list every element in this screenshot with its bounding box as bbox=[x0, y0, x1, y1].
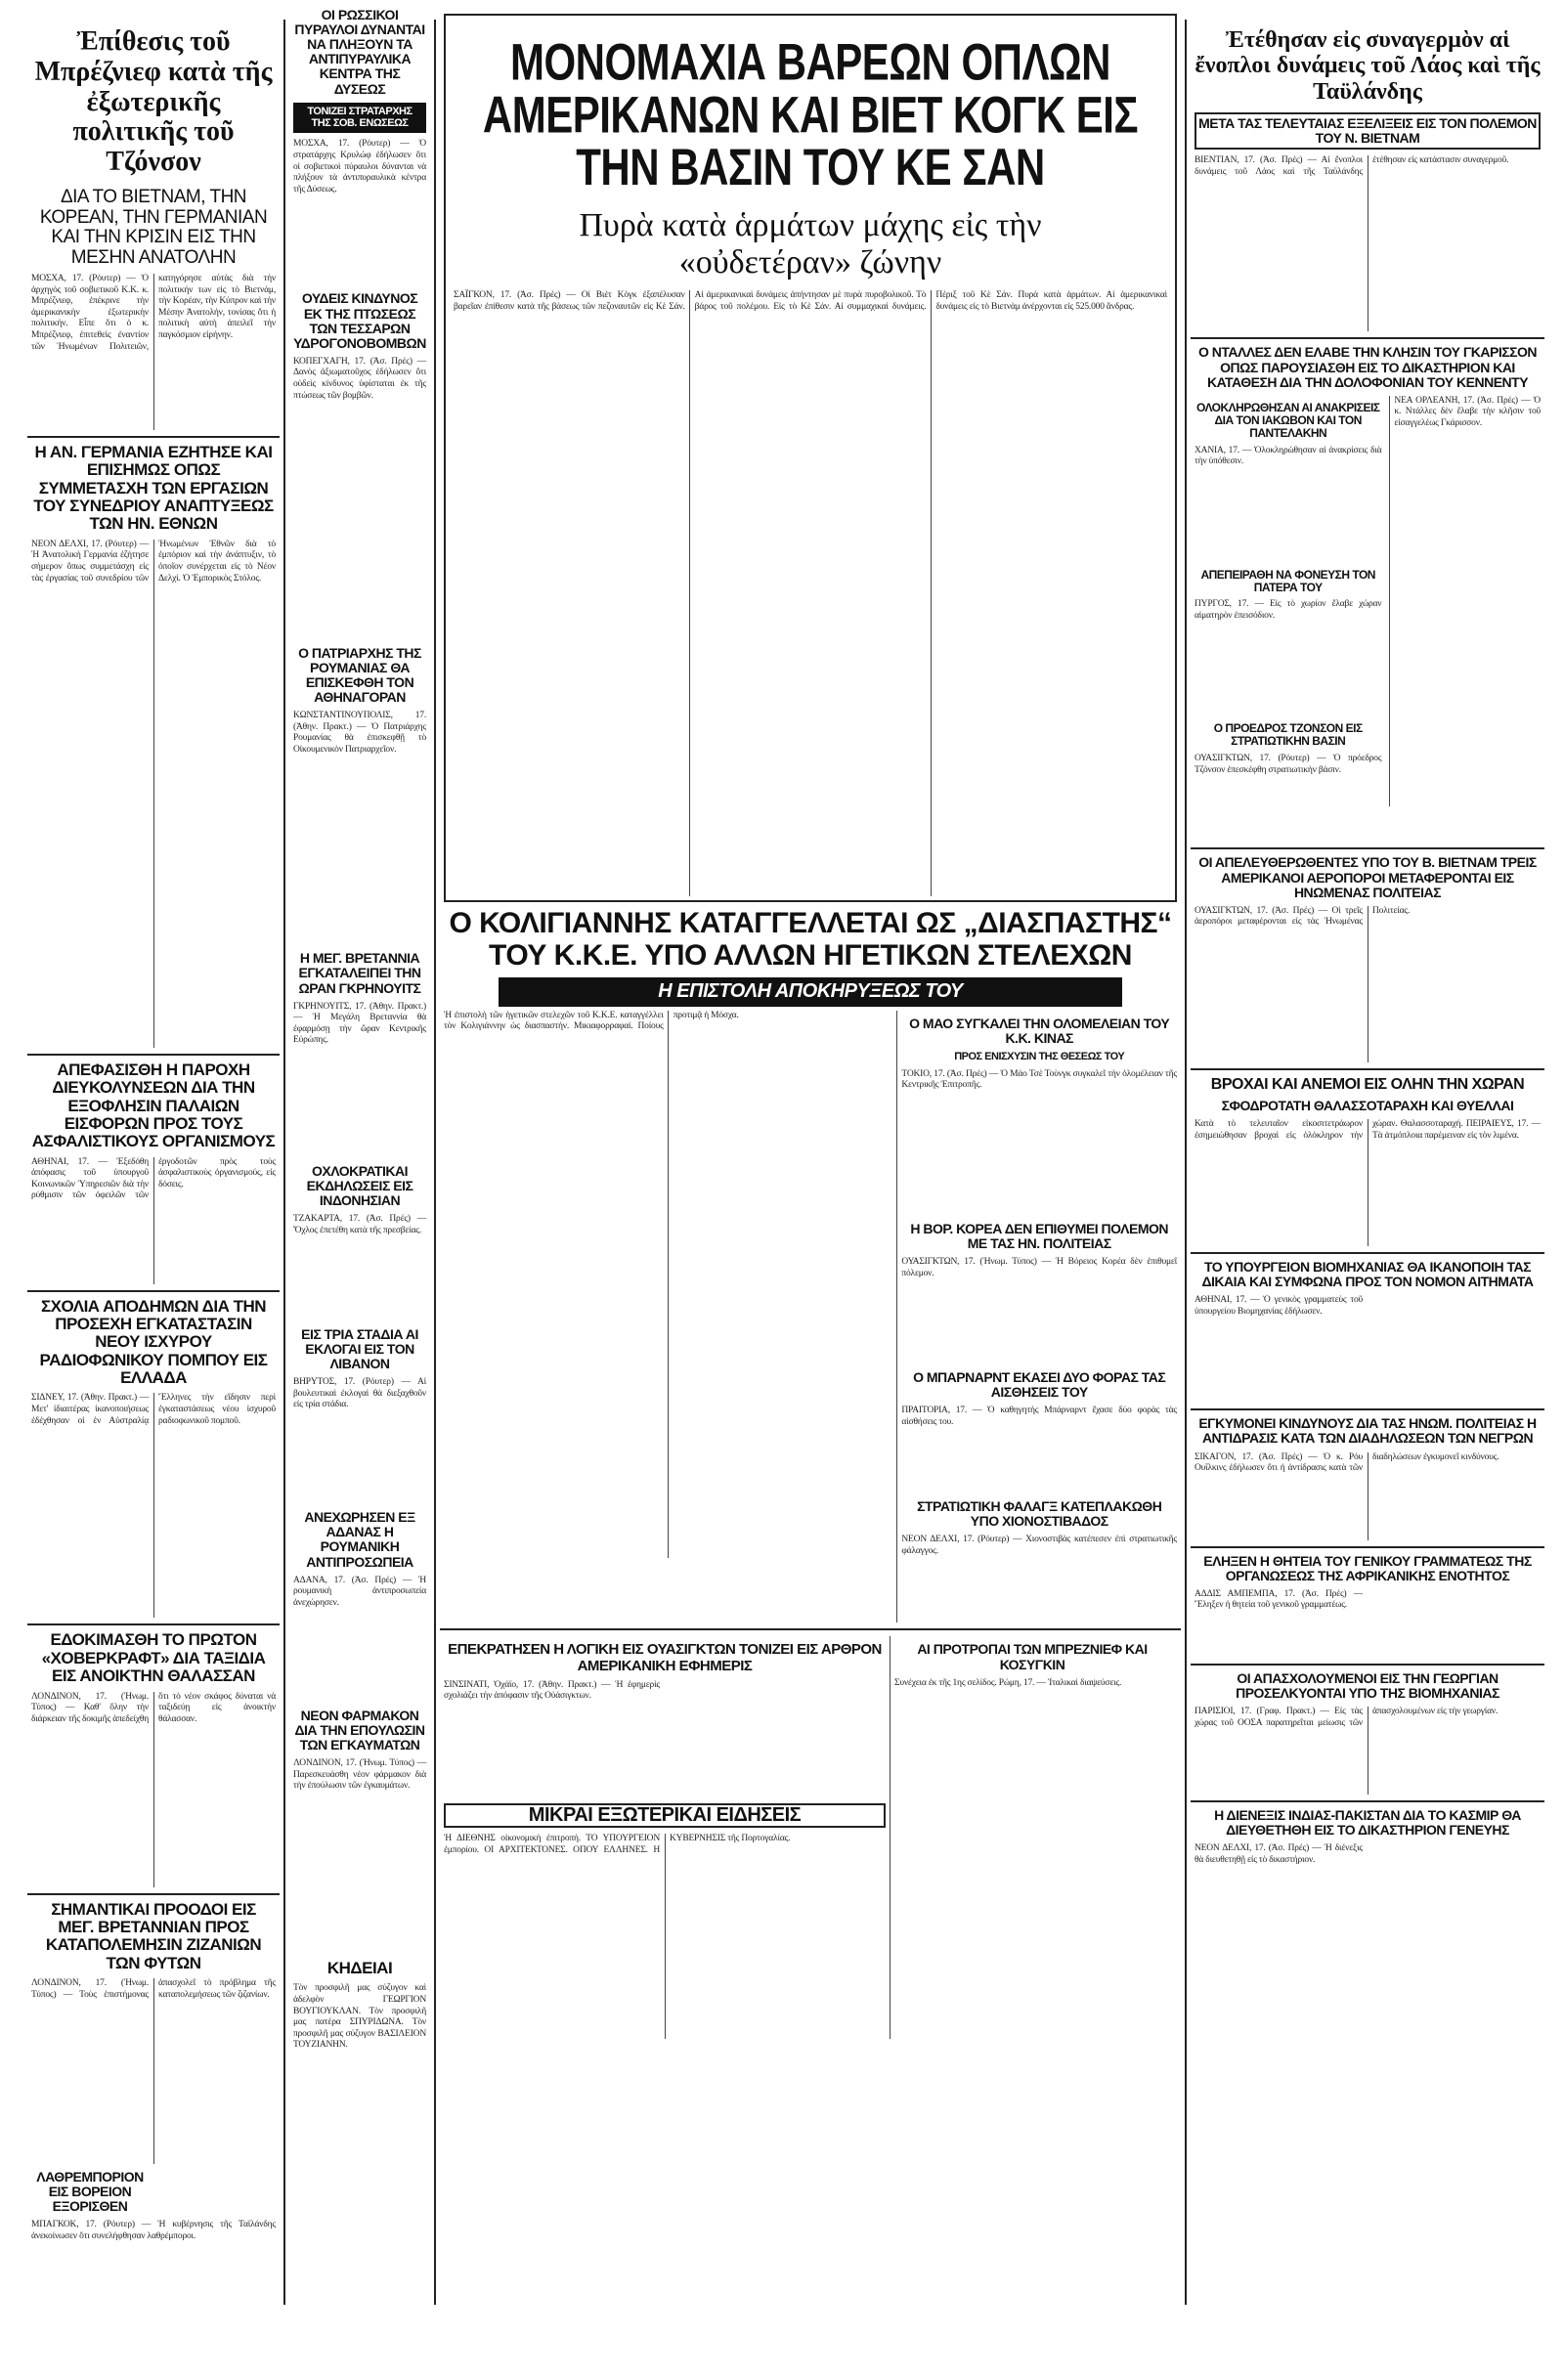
guard-headline: ΣΤΡΑΤΙΩΤΙΚΗ ΦΑΛΑΓΞ ΚΑΤΕΠΛΑΚΩΘΗ ΥΠΟ ΧΙΟΝΟΣΤΙΒΑΔΟΣ bbox=[917, 1498, 1162, 1530]
article-body: ΛΟΝΔΙΝΟΝ, 17. (Ἠνωμ. Τύπος) — Τοὺς ἐπιστήμονας ἀπασχολεῖ τὸ πρόβλημα τῆς καταπολεμήσεως τῶν ζιζανίων. bbox=[31, 1977, 276, 2000]
headline: ΕΛΗΞΕΝ Η ΘΗΤΕΙΑ ΤΟΥ ΓΕΝΙΚΟΥ ΓΡΑΜΜΑΤΕΩΣ ΤΗΣ ΟΡΓΑΝΩΣΕΩΣ ΤΗΣ ΑΦΡΙΚΑΝΙΚΗΣ ΕΝΟΤΗΤΟΣ bbox=[1203, 1552, 1532, 1583]
article-body: ΟΥΑΣΙΓΚΤΩΝ, 17. (Ἀσ. Πρές) — Οἱ τρεῖς ἀεροπόροι μεταφέρονται εἰς τὰς Ἡνωμένας Πολιτείας. bbox=[1195, 905, 1411, 928]
washington-headline: ΕΠΕΚΡΑΤΗΣΕΝ Η ΛΟΓΙΚΗ ΕΙΣ ΟΥΑΣΙΓΚΤΩΝ ΤΟΝΙΖΕΙ ΕΙΣ ΑΡΘΡΟΝ ΑΜΕΡΙΚΑΝΙΚΗ ΕΦΗΜΕΡΙΣ bbox=[448, 1641, 882, 1674]
article-body: ΣΙΔΝΕΥ, 17. (Ἀθην. Πρακτ.) — Μετ' ἰδιαιτέρας ἱκανοποιήσεως ἐδέχθησαν οἱ ἐν Αὐστραλίᾳ Ἕλληνες τὴν εἴδησιν περὶ ἐγκαταστάσεως νέου ἰσχυροῦ ραδιοφωνικοῦ πομποῦ. bbox=[31, 1393, 276, 1426]
mao-subhead: ΠΡΟΣ ΕΝΙΣΧΥΣΙΝ ΤΗΣ ΘΕΣΕΩΣ ΤΟΥ bbox=[954, 1050, 1125, 1062]
article-body: ΝΕΟΝ ΔΕΛΧΙ, 17. (Ἀσ. Πρές) — Ἡ διένεξις θὰ διευθετηθῇ εἰς τὸ δικαστήριον. bbox=[1195, 1843, 1363, 1865]
mao-headline: Ο ΜΑΟ ΣΥΓΚΑΛΕΙ ΤΗΝ ΟΛΟΜΕΛΕΙΑΝ ΤΟΥ Κ.Κ. ΚΙΝΑΣ bbox=[909, 1015, 1170, 1046]
divider bbox=[1191, 1408, 1544, 1410]
article-patriarch bbox=[289, 646, 430, 945]
article-body: ΠΑΡΙΣΙΟΙ, 17. (Γραφ. Πρακτ.) — Εἰς τὰς χώρας τοῦ ΟΟΣΑ παρατηρεῖται μείωσις τῶν ἀπασχολουμένων εἰς τὴν γεωργίαν. bbox=[1195, 1706, 1499, 1728]
column-rule bbox=[434, 20, 436, 2305]
headline: ΟΙ ΑΠΑΣΧΟΛΟΥΜΕΝΟΙ ΕΙΣ ΤΗΝ ΓΕΩΡΓΙΑΝ ΠΡΟΣΕΛΚΥΟΝΤΑΙ ΥΠΟ ΤΗΣ ΒΙΟΜΗΧΑΝΙΑΣ bbox=[1236, 1669, 1499, 1701]
article-lebanon bbox=[289, 1327, 430, 1504]
main-article bbox=[444, 14, 1177, 902]
headline: ΣΧΟΛΙΑ ΑΠΟΔΗΜΩΝ ΔΙΑ ΤΗΝ ΠΡΟΣΕΧΗ ΕΓΚΑΤΑΣΤΑΣΙΝ ΝΕΟΥ ΙΣΧΥΡΟΥ ΡΑΔΙΟΦΩΝΙΚΟΥ ΠΟΜΠΟΥ ΕΙΣ ΕΛΛΑΔΑ bbox=[39, 1296, 268, 1388]
headline: ΑΝΕΧΩΡΗΣΕΝ ΕΞ ΑΔΑΝΑΣ Η ΡΟΥΜΑΝΙΚΗ ΑΝΤΙΠΡΟΣΩΠΕΙΑ bbox=[304, 1509, 415, 1570]
mao-body: ΤΟΚΙΟ, 17. (Ἀσ. Πρές) — Ὁ Μάο Τσὲ Τοὺνγκ συγκαλεῖ τὴν ὁλομέλειαν τῆς Κεντρικῆς Ἐπιτροπῆς. bbox=[901, 1068, 1177, 1091]
garrison-body: ΝΕΑ ΟΡΛΕΑΝΗ, 17. (Ἀσ. Πρές) — Ὁ κ. Ντάλλες δὲν ἔλαβε τὴν κλῆσιν τοῦ εἰσαγγελέως Γκάρισσον. bbox=[1389, 396, 1541, 806]
korea-body: ΟΥΑΣΙΓΚΤΩΝ, 17. (Ἠνωμ. Τύπος) — Ἡ Βόρειος Κορέα δὲν ἐπιθυμεῖ πόλεμον. bbox=[901, 1256, 1177, 1278]
article-smuggling bbox=[27, 2170, 280, 2308]
article-body: ΤΖΑΚΑΡΤΑ, 17. (Ἀσ. Πρές) — Ὄχλος ἐπετέθη κατὰ τῆς πρεσβείας. bbox=[293, 1213, 426, 1235]
article-body: ΧΑΝΙΑ, 17. — Ὁλοκληρώθησαν αἱ ἀνακρίσεις διὰ τὴν ὑπόθεσιν. bbox=[1195, 445, 1382, 467]
right-stack bbox=[896, 1011, 1181, 1623]
article-agriculture bbox=[1191, 1671, 1544, 1795]
lead-headline: Ἐπίθεσις τοῦ Μπρέζνιεφ κατὰ τῆς ἐξωτερικῆς πολιτικῆς τοῦ Τζόνσον bbox=[34, 26, 273, 178]
main-subhead: Πυρὰ κατὰ ἁρμάτων μάχης εἰς τὴν «οὐδετέραν» ζώνην bbox=[579, 207, 1042, 281]
barnard-headline: Ο ΜΠΑΡΝΑΡΝΤ ΕΚΑΣΕΙ ΔΥΟ ΦΟΡΑΣ ΤΑΣ ΑΙΣΘΗΣΕΙΣ ΤΟΥ bbox=[913, 1368, 1166, 1401]
headline: ΟΧΛΟΚΡΑΤΙΚΑΙ ΕΚΔΗΛΩΣΕΙΣ ΕΙΣ ΙΝΔΟΝΗΣΙΑΝ bbox=[306, 1162, 413, 1208]
divider bbox=[27, 1290, 280, 1292]
headline: ΟΙ ΑΠΕΛΕΥΘΕΡΩΘΕΝΤΕΣ ΥΠΟ ΤΟΥ Β. ΒΙΕΤΝΑΜ ΤΡΕΙΣ ΑΜΕΡΙΚΑΝΟΙ ΑΕΡΟΠΟΡΟΙ ΜΕΤΑΦΕΡΟΝΤΑΙ ΕΙΣ ΗΝΩΜΕΝΑΣ ΠΟΛΙΤΕΙΑΣ bbox=[1198, 854, 1537, 900]
headline: ΟΙ ΡΩΣΣΙΚΟΙ ΠΥΡΑΥΛΟΙ ΔΥΝΑΝΤΑΙ ΝΑ ΠΛΗΞΟΥΝ ΤΑ ΑΝΤΙΠΥΡΑΥΛΙΚΑ ΚΕΝΤΡΑ ΤΗΣ ΔΥΣΕΩΣ bbox=[294, 7, 425, 97]
article-indonesia bbox=[289, 1164, 430, 1321]
subheadline: Ο ΠΡΟΕΔΡΟΣ ΤΖΟΝΣΟΝ ΕΙΣ ΣΤΡΑΤΙΩΤΙΚΗΝ ΒΑΣΙΝ bbox=[1213, 721, 1363, 749]
article-body: ΑΘΗΝΑΙ, 17. — Ὁ γενικὸς γραμματεὺς τοῦ ὑπουργείου Βιομηχανίας ἐδήλωσεν. bbox=[1195, 1295, 1363, 1317]
lower-center-row bbox=[440, 1636, 1181, 2039]
headline: Ἐτέθησαν εἰς συναγερμὸν αἱ ἔνοπλοι δυνάμεις τοῦ Λάος καὶ τῆς Ταϋλάνδης bbox=[1195, 27, 1541, 105]
column-left bbox=[27, 0, 280, 2314]
article-weeds bbox=[27, 1901, 280, 2164]
headline: ΑΠΕΦΑΣΙΣΘΗ Η ΠΑΡΟΧΗ ΔΙΕΥΚΟΛΥΝΣΕΩΝ ΔΙΑ ΤΗΝ ΕΞΟΦΛΗΣΙΝ ΠΑΛΑΙΩΝ ΕΙΣΦΟΡΩΝ ΠΡΟΣ ΤΟΥΣ ΑΣΦΑΛΙΣΤΙΚΟΥΣ ΟΡΓΑΝΙΣΜΟΥΣ bbox=[31, 1060, 276, 1151]
mikrai-body: Ἡ ΔΙΕΘΝΗΣ οἰκονομικὴ ἐπιτροπή. ΤΟ ΥΠΟΥΡΓΕΙΟΝ ἐμπορίου. ΟΙ ΑΡΧΙΤΕΚΤΟΝΕΣ. ΟΠΟΥ ΕΛΛΗΝΕΣ. Η ΚΥΒΕΡΝΗΣΙΣ τῆς Πορτογαλίας. bbox=[444, 1834, 791, 1855]
headline: ΚΗΔΕΙΑΙ bbox=[326, 1959, 393, 1978]
article-oau bbox=[1191, 1554, 1544, 1658]
headline: Η ΑΝ. ΓΕΡΜΑΝΙΑ ΕΖΗΤΗΣΕ ΚΑΙ ΕΠΙΣΗΜΩΣ ΟΠΩΣ ΣΥΜΜΕΤΑΣΧΗ ΤΩΝ ΕΡΓΑΣΙΩΝ ΤΟΥ ΣΥΝΕΔΡΙΟΥ ΑΝΑΠΤΥΞΕΩΣ ΤΩΝ ΗΝ. ΕΘΝΩΝ bbox=[33, 443, 274, 534]
garrison-left bbox=[1191, 396, 1385, 843]
article-missiles bbox=[289, 8, 430, 285]
subhead: ΣΦΟΔΡΟΤΑΤΗ ΘΑΛΑΣΣΟΤΑΡΑΧΗ ΚΑΙ ΘΥΕΛΛΑΙ bbox=[1221, 1097, 1514, 1113]
article-body: ΚΩΝΣΤΑΝΤΙΝΟΥΠΟΛΙΣ, 17. (Ἀθην. Πρακτ.) — Ὁ Πατριάρχης Ρουμανίας θὰ ἐπισκεφθῇ τὸ Οἰκουμενικὸν Πατριαρχεῖον. bbox=[293, 711, 426, 756]
article-body: Ἡ ἐπιστολὴ τῶν ἡγετικῶν στελεχῶν τοῦ Κ.Κ.Ε. καταγγέλλει τὸν Κολιγιάννην ὡς διασπαστήν. Μικιαφορραφαί. Ποίους προτιμᾷ ἡ Μόσχα. bbox=[444, 1010, 739, 1032]
article-greenwich bbox=[289, 951, 430, 1157]
headline: Η ΜΕΓ. ΒΡΕΤΑΝΝΙΑ ΕΓΚΑΤΑΛΕΙΠΕΙ ΤΗΝ ΩΡΑΝ ΓΚΡΗΝΟΥΙΤΣ bbox=[298, 950, 421, 996]
brezhnev-headline: ΑΙ ΠΡΟΤΡΟΠΑΙ ΤΩΝ ΜΠΡΕΖΝΙΕΦ ΚΑΙ ΚΟΣΥΓΚΙΝ bbox=[917, 1641, 1148, 1672]
divider bbox=[27, 1054, 280, 1056]
article-body: ΜΠΑΓΚΟΚ, 17. (Ρόυτερ) — Ἡ κυβέρνησις τῆς Ταϊλάνδης ἀνεκοίνωσεν ὅτι συνελήφθησαν λαθρέμποροι. bbox=[31, 2220, 276, 2241]
article-body: ΑΘΗΝΑΙ, 17. — Ἐξεδόθη ἀπόφασις τοῦ ὑπουργοῦ Κοινωνικῶν Ὑπηρεσιῶν διὰ τὴν ρύθμισιν τῶν ὀφειλῶν τῶν ἐργοδοτῶν πρὸς τοὺς ἀσφαλιστικοὺς ὀργανισμούς, εἰς δόσεις. bbox=[31, 1156, 276, 1201]
column-right bbox=[1191, 0, 1544, 1976]
column-rule bbox=[1185, 20, 1187, 2305]
headline: ΕΓΚΥΜΟΝΕΙ ΚΙΝΔΥΝΟΥΣ ΔΙΑ ΤΑΣ ΗΝΩΜ. ΠΟΛΙΤΕΙΑΣ Η ΑΝΤΙΔΡΑΣΙΣ ΚΑΤΑ ΤΩΝ ΔΙΑΔΗΛΩΣΕΩΝ ΤΩΝ ΝΕΓΡΩΝ bbox=[1198, 1415, 1537, 1447]
lead-subhead: ΔΙΑ ΤΟ ΒΙΕΤΝΑΜ, ΤΗΝ ΚΟΡΕΑΝ, ΤΗΝ ΓΕΡΜΑΝΙΑΝ ΚΑΙ ΤΗΝ ΚΡΙΣΙΝ ΕΙΣ ΤΗΝ ΜΕΣΗΝ ΑΝΑΤΟΛΗΝ bbox=[39, 186, 268, 268]
article-body: ΛΟΝΔΙΝΟΝ, 17. (Ἠνωμ. Τύπος) — Παρεσκευάσθη νέον φάρμακον διὰ τὴν ἐπούλωσιν τῶν ἐγκαυμάτων. bbox=[293, 1758, 426, 1792]
article-body: ΠΥΡΓΟΣ, 17. — Εἰς τὸ χωρίον ἔλαβε χώραν αἱματηρὸν ἐπεισόδιον. bbox=[1195, 599, 1382, 622]
divider bbox=[27, 1893, 280, 1895]
headline: ΤΟ ΥΠΟΥΡΓΕΙΟΝ ΒΙΟΜΗΧΑΝΙΑΣ ΘΑ ΙΚΑΝΟΠΟΙΗ ΤΑΣ ΔΙΚΑΙΑ ΚΑΙ ΣΥΜΦΩΝΑ ΠΡΟΣ ΤΟΝ ΝΟΜΟΝ ΑΙΤΗΜΑΤΑ bbox=[1201, 1259, 1534, 1290]
main-headline: ΜΟΝΟΜΑΧΙΑ ΒΑΡΕΩΝ ΟΠΛΩΝ ΑΜΕΡΙΚΑΝΩΝ ΚΑΙ ΒΙΕΤ ΚΟΓΚ ΕΙΣ ΤΗΝ ΒΑΣΙΝ ΤΟΥ ΚΕ ΣΑΝ bbox=[482, 33, 1139, 196]
article-body: Κατὰ τὸ τελευταῖον εἰκοσιτετράωρον ἐσημειώθησαν βροχαὶ εἰς ὁλόκληρον τὴν χώραν. Θαλασσοταραχή. ΠΕΙΡΑΙΕΥΣ, 17. — Τὰ ἀτμόπλοια παρέμειναν εἰς τὸν λιμένα. bbox=[1195, 1119, 1541, 1141]
headline: Ο ΠΑΤΡΙΑΡΧΗΣ ΤΗΣ ΡΟΥΜΑΝΙΑΣ ΘΑ ΕΠΙΣΚΕΦΘΗ ΤΟΝ ΑΘΗΝΑΓΟΡΑΝ bbox=[298, 644, 421, 706]
divider bbox=[1191, 337, 1544, 339]
koligiannis-row bbox=[440, 1011, 1181, 1623]
article-body: ΝΕΟΝ ΔΕΛΧΙ, 17. (Ρόυτερ) — Ἡ Ἀνατολικὴ Γερμανία ἐζήτησε σήμερον ὅπως συμμετάσχη εἰς τὰς ἐργασίας τοῦ συνεδρίου τῶν Ἡνωμένων Ἐθνῶν διὰ τὸ ἐμπόριον καὶ τὴν ἀνάπτυξιν, τὸ ὁποῖον συνέρχεται εἰς τὸ Νέον Δελχί. Ὁ Ἐμπορικὸς Στόλος. bbox=[31, 539, 276, 584]
subhead: ΜΕΤΑ ΤΑΣ ΤΕΛΕΥΤΑΙΑΣ ΕΞΕΛΙΞΕΙΣ ΕΙΣ ΤΟΝ ΠΟΛΕΜΟΝ ΤΟΥ Ν. ΒΙΕΤΝΑΜ bbox=[1195, 112, 1541, 150]
article-brezhnev bbox=[27, 27, 280, 430]
article-body: ΣΙΚΑΓΟΝ, 17. (Ἀσ. Πρές) — Ὁ κ. Ρόυ Ουΐλκινς ἐδήλωσεν ὅτι ἡ ἀντίδρασις κατὰ τῶν διαδηλώσεων ἐγκυμονεῖ κινδύνους. bbox=[1195, 1451, 1499, 1474]
divider bbox=[1191, 1252, 1544, 1254]
lead-body: ΜΟΣΧΑ, 17. (Ρόυτερ) — Ὁ ἀρχηγὸς τοῦ σοβιετικοῦ Κ.Κ. κ. Μπρέζνιεφ, ἐπέκρινε τὴν ἀμερικανικὴν ἐξωτερικὴν πολιτικήν. Εἶπε ὅτι ὁ κ. Μπρέζνιεφ, ἐπιτεθεὶς ἐναντίον τῶν Ἡνωμένων Πολιτειῶν, κατηγόρησε αὐτὰς διὰ τὴν πολιτικήν των εἰς τὸ Βιετνάμ, τὴν Κορέαν, τὴν Κύπρον καὶ τὴν Μέσην Ἀνατολήν, τονίσας ὅτι ἡ πολιτικὴ αὐτὴ ἀπειλεῖ τὴν παγκόσμιον εἰρήνην. bbox=[31, 274, 276, 352]
article-body: Τὸν προσφιλῆ μας σύζυγον καὶ ἀδελφὸν ΓΕΩΡΓΙΟΝ ΒΟΥΓΙΟΥΚΛΑΝ. Τὸν προσφιλῆ μας πατέρα ΣΠΥΡΙΔΩΝΑ. Τὸν προσφιλῆ μας σύζυγον ΒΑΣΙΛΕΙΟΝ ΤΟΥΖΙΑΝΗΝ. bbox=[293, 1983, 426, 2051]
divider bbox=[1191, 847, 1544, 849]
divider bbox=[1191, 1800, 1544, 1802]
divider bbox=[27, 436, 280, 438]
divider bbox=[1191, 1546, 1544, 1548]
garrison-row bbox=[1191, 396, 1544, 843]
article-hovercraft bbox=[27, 1631, 280, 1886]
subheadline: ΑΠΕΠΕΙΡΑΘΗ ΝΑ ΦΟΝΕΥΣΗ ΤΟΝ ΠΑΤΕΡΑ ΤΟΥ bbox=[1200, 567, 1375, 594]
article-insurance bbox=[27, 1061, 280, 1284]
article-body: ΛΟΝΔΙΝΟΝ, 17. (Ἠνωμ. Τύπος) — Καθ' ὅλην τὴν διάρκειαν τῆς δοκιμῆς ἀπεδείχθη ὅτι τὸ νέον σκάφος δύναται νὰ ταξιδεύῃ εἰς ἀνοικτὴν θάλασσαν. bbox=[31, 1691, 276, 1724]
headline: ΝΕΟΝ ΦΑΡΜΑΚΟΝ ΔΙΑ ΤΗΝ ΕΠΟΥΛΩΣΙΝ ΤΩΝ ΕΓΚΑΥΜΑΤΩΝ bbox=[294, 1707, 425, 1753]
mikrai-headline: ΜΙΚΡΑΙ ΕΞΩΤΕΡΙΚΑΙ ΕΙΔΗΣΕΙΣ bbox=[444, 1803, 886, 1829]
divider bbox=[440, 1628, 1181, 1630]
headline: ΣΗΜΑΝΤΙΚΑΙ ΠΡΟΟΔΟΙ ΕΙΣ ΜΕΓ. ΒΡΕΤΑΝΝΙΑΝ ΠΡΟΣ ΚΑΤΑΠΟΛΕΜΗΣΙΝ ΖΙΖΑΝΙΩΝ ΤΩΝ ΦΥΤΩΝ bbox=[45, 1899, 262, 1972]
headline: ΒΡΟΧΑΙ ΚΑΙ ΑΝΕΜΟΙ ΕΙΣ ΟΛΗΝ ΤΗΝ ΧΩΡΑΝ bbox=[1210, 1075, 1525, 1093]
article-body: ΚΟΠΕΓΧΑΓΗ, 17. (Ἀσ. Πρές) — Δανὸς ἀξιωματοῦχος ἐδήλωσεν ὅτι οὐδεὶς κίνδυνος ὑφίσταται ἐκ τῆς πτώσεως τῶν βομβῶν. bbox=[293, 356, 426, 401]
guard-body: ΝΕΟΝ ΔΕΛΧΙ, 17. (Ρόυτερ) — Χιονοστιβὰς κατέπεσεν ἐπὶ στρατιωτικῆς φάλαγγος. bbox=[901, 1535, 1177, 1556]
article-weather bbox=[1191, 1076, 1544, 1246]
article-body: ΑΔΑΝΑ, 17. (Ἀσ. Πρές) — Ἡ ρουμανικὴ ἀντιπροσωπεία ἀνεχώρησεν. bbox=[293, 1575, 426, 1608]
article-radio bbox=[27, 1298, 280, 1619]
barnard-body: ΠΡΑΙΤΟΡΙΑ, 17. — Ὁ καθηγητὴς Μπάρναρντ ἔχασε δύο φορὰς τὰς αἰσθήσεις του. bbox=[901, 1406, 1177, 1427]
washington-body: ΣΙΝΣΙΝΑΤΙ, Ὀχάϊο, 17. (Ἀθην. Πρακτ.) — Ἡ ἐφημερὶς σχολιάζει τὴν ἀπόφασιν τῆς Οὐάσιγκτων. bbox=[444, 1679, 660, 1702]
subheadline: ΟΛΟΚΛΗΡΩΘΗΣΑΝ ΑΙ ΑΝΑΚΡΙΣΕΙΣ ΔΙΑ ΤΟΝ ΙΑΚΩΒΟΝ ΚΑΙ ΤΟΝ ΠΑΝΤΕΛΑΚΗΝ bbox=[1195, 400, 1380, 440]
article-laos bbox=[1191, 27, 1544, 331]
article-funerals bbox=[289, 1960, 430, 2374]
subhead: ΤΟΝΙΖΕΙ ΣΤΡΑΤΑΡΧΗΣ ΤΗΣ ΣΟΒ. ΕΝΩΣΕΩΣ bbox=[293, 103, 426, 134]
article-body: ΓΚΡΗΝΟΥΙΤΣ, 17. (Ἀθην. Πρακτ.) — Ἡ Μεγάλη Βρεταννία θὰ ἐφαρμόσῃ τὴν ὥραν Κεντρικῆς Εὐρώπης. bbox=[293, 1001, 426, 1046]
brezhnev-body: Συνέχεια ἐκ τῆς 1ης σελίδος. Ρώμη, 17. — Ἰταλικαὶ διαψεύσεις. bbox=[894, 1677, 1122, 1688]
article-romanian bbox=[289, 1510, 430, 1702]
article-garrison bbox=[1191, 345, 1544, 842]
article-body: ΟΥΑΣΙΓΚΤΩΝ, 17. (Ρόυτερ) — Ὁ πρόεδρος Τζόνσον ἐπεσκέφθη στρατιωτικὴν βάσιν. bbox=[1195, 754, 1382, 775]
article-industry bbox=[1191, 1260, 1544, 1403]
divider bbox=[1191, 1068, 1544, 1070]
headline: ΛΑΘΡΕΜΠΟΡΙΟΝ ΕΙΣ ΒΟΡΕΙΟΝ ΕΞΟΡΙΣΘΕΝ bbox=[36, 2168, 144, 2215]
article-bombs bbox=[289, 291, 430, 639]
column-rule bbox=[283, 20, 285, 2305]
article-body: ΑΔΔΙΣ ΑΜΠΕΜΠΑ, 17. (Ἀσ. Πρές) — Ἔληξεν ἡ θητεία τοῦ γενικοῦ γραμματέως. bbox=[1195, 1588, 1363, 1611]
article-body: ΒΙΕΝΤΙΑΝ, 17. (Ἀσ. Πρές) — Αἱ ἔνοπλοι δυνάμεις τοῦ Λάος καὶ τῆς Ταϋλάνδης ἐτέθησαν εἰς κατάστασιν συναγερμοῦ. bbox=[1195, 155, 1509, 177]
article-body: ΜΟΣΧΑ, 17. (Ρόυτερ) — Ὁ στρατάρχης Κρυλώφ ἐδήλωσεν ὅτι οἱ σοβιετικοὶ πύραυλοι δύνανται νὰ πλήξουν τὰ ἀντιπυραυλικὰ κέντρα τῆς Δύσεως. bbox=[293, 139, 426, 195]
article-negroes bbox=[1191, 1416, 1544, 1539]
column-second bbox=[289, 0, 430, 2380]
koligiannis-subhead: Η ΕΠΙΣΤΟΛΗ ΑΠΟΚΗΡΥΞΕΩΣ ΤΟΥ bbox=[499, 977, 1122, 1007]
divider bbox=[1191, 1664, 1544, 1666]
brezhnev-article bbox=[890, 1636, 1174, 2039]
headline: ΕΔΟΚΙΜΑΣΘΗ ΤΟ ΠΡΩΤΟΝ «ΧΟΒΕΡΚΡΑΦΤ» ΔΙΑ ΤΑΞΙΔΙΑ ΕΙΣ ΑΝΟΙΚΤΗΝ ΘΑΛΑΣΣΑΝ bbox=[41, 1630, 266, 1686]
korea-headline: Η ΒΟΡ. ΚΟΡΕΑ ΔΕΝ ΕΠΙΘΥΜΕΙ ΠΟΛΕΜΟΝ ΜΕ ΤΑΣ ΗΝ. ΠΟΛΙΤΕΙΑΣ bbox=[910, 1220, 1169, 1251]
article-aviators bbox=[1191, 855, 1544, 1061]
divider bbox=[27, 1623, 280, 1625]
article-east-germany bbox=[27, 444, 280, 1048]
article-body: ΒΗΡΥΤΟΣ, 17. (Ρόυτερ) — Αἱ βουλευτικαὶ ἐκλογαὶ θὰ διεξαχθοῦν εἰς τρία στάδια. bbox=[293, 1377, 426, 1410]
headline: ΟΥΔΕΙΣ ΚΙΝΔΥΝΟΣ ΕΚ ΤΗΣ ΠΤΩΣΕΩΣ ΤΩΝ ΤΕΣΣΑΡΩΝ ΥΔΡΟΓΟΝΟΒΟΜΒΩΝ bbox=[293, 290, 426, 351]
washington-article bbox=[440, 1636, 890, 2039]
article-kashmir bbox=[1191, 1808, 1544, 1970]
column-center bbox=[440, 0, 1181, 2039]
article-drug bbox=[289, 1709, 430, 1954]
headline: Η ΔΙΕΝΕΞΙΣ ΙΝΔΙΑΣ-ΠΑΚΙΣΤΑΝ ΔΙΑ ΤΟ ΚΑΣΜΙΡ ΘΑ ΔΙΕΥΘΕΤΗΘΗ ΕΙΣ ΤΟ ΔΙΚΑΣΤΗΡΙΟΝ ΓΕΝΕΥΗΣ bbox=[1214, 1806, 1521, 1839]
headline: Ο ΝΤΑΛΛΕΣ ΔΕΝ ΕΛΑΒΕ ΤΗΝ ΚΛΗΣΙΝ ΤΟΥ ΓΚΑΡΙΣΣΟΝ ΟΠΩΣ ΠΑΡΟΥΣΙΑΣΘΗ ΕΙΣ ΤΟ ΔΙΚΑΣΤΗΡΙΟΝ ΚΑΙ ΚΑΤΑΘΕΣΗ ΔΙΑ ΤΗΝ ΔΟΛΟΦΟΝΙΑΝ ΤΟΥ ΚΕΝΝΕΝΤΥ bbox=[1197, 344, 1538, 390]
headline: ΕΙΣ ΤΡΙΑ ΣΤΑΔΙΑ ΑΙ ΕΚΛΟΓΑΙ ΕΙΣ ΤΟΝ ΛΙΒΑΝΟΝ bbox=[301, 1325, 418, 1372]
main-body: ΣΑΪΓΚΟΝ, 17. (Ἀσ. Πρές) — Οἱ Βιὲτ Κὸγκ ἐξαπέλυσαν βαρεῖαν ἐπίθεσιν κατὰ τῆς βάσεως τῶν πεζοναυτῶν εἰς Κὲ Σάν. Αἱ ἀμερικανικαὶ δυνάμεις ἀπήντησαν μὲ πυρὰ πυροβολικοῦ. Τὸ βάρος τοῦ πολέμου. Εἰς τὸ Κὲ Σάν. Αἱ συμμαχικαὶ δυνάμεις. Πέριξ τοῦ Κὲ Σάν. Πυρὰ κατὰ ἁρμάτων. Αἱ ἀμερικανικαὶ δυνάμεις εἰς τὸ Βιετνὰμ ἀνέρχονται εἰς 525.000 ἄνδρας. bbox=[454, 290, 1167, 312]
article-koligiannis bbox=[440, 908, 1181, 1623]
koligiannis-headline: Ο ΚΟΛΙΓΙΑΝΝΗΣ ΚΑΤΑΓΓΕΛΛΕΤΑΙ ΩΣ „ΔΙΑΣΠΑΣΤΗΣ“ ΤΟΥ Κ.Κ.Ε. ΥΠΟ ΑΛΛΩΝ ΗΓΕΤΙΚΩΝ ΣΤΕΛΕΧΩΝ bbox=[449, 907, 1172, 972]
